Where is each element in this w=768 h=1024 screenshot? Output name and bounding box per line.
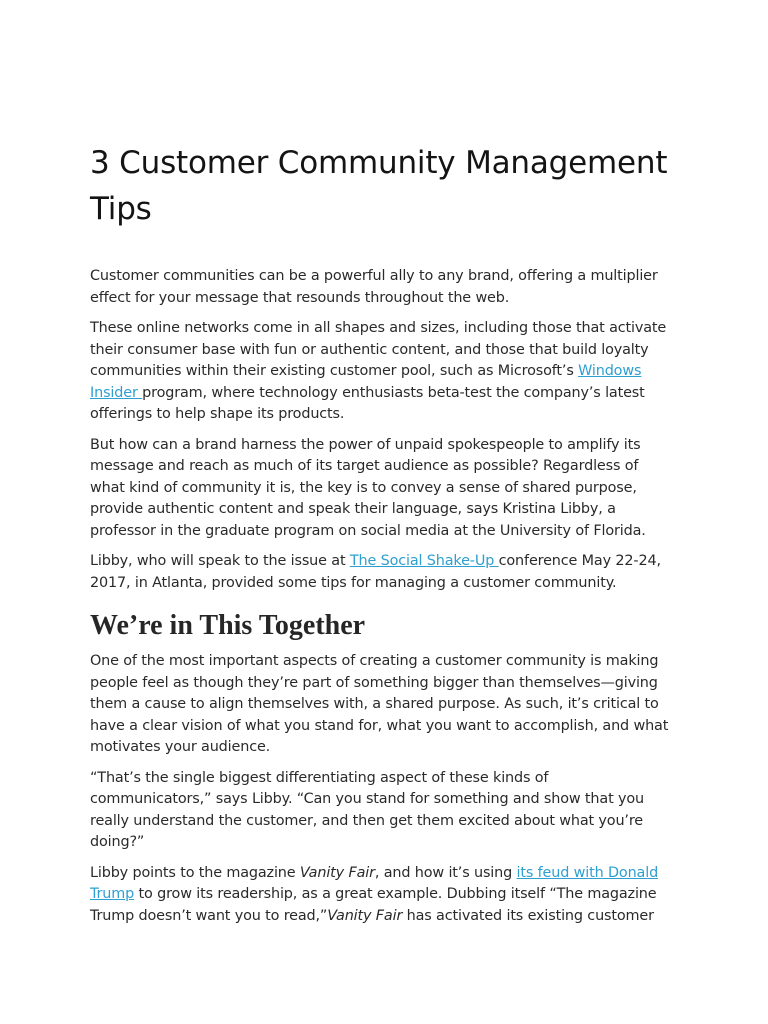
quote-paragraph: “That’s the single biggest differentiating aspect of these kinds of communicators,” says Libby. “Can you stand for something and show that you really understand the customer, and then get them excited about what you’re doing?” (90, 769, 644, 850)
networks-text-after: program, where technology enthusiasts beta-test the company’s latest offerings to help shape its products. (90, 384, 645, 422)
vanity-text-after: to grow its readership, as a great example. Dubbing itself “The magazine Trump doesn’t want you to read,” (90, 886, 657, 924)
vanity-fair-title: Vanity Fair (299, 864, 375, 881)
vanity-text-end: has activated its existing customer (402, 907, 654, 924)
section-heading: We’re in This Together (90, 610, 366, 641)
harness-paragraph: But how can a brand harness the power of unpaid spokespeople to amplify its message and reach as much of its target audience as possible? Regardless of what kind of community it is, the key is to convey a sense of shared purpose, provide authentic content and speak their language, says Kristina Libby, a professor in the graduate program on social media at the University of Florida. (90, 436, 646, 539)
article-body (90, 140, 670, 936)
purpose-paragraph: One of the most important aspects of creating a customer community is making people feel as though they’re part of something bigger than themselves—giving them a cause to align themselves with, a shared purpose. As such, it’s critical to have a clear vision of what you stand for, what you want to accomplish, and what motivates your audience. (90, 653, 669, 755)
social-shake-up-link[interactable]: The Social Shake-Up (349, 553, 499, 569)
vanity-fair-paragraph (90, 863, 670, 928)
conference-text-after: conference May 22-24, 2017, in Atlanta, provided some tips for managing a customer community. (90, 553, 661, 591)
conference-text-before: Libby, who will speak to the issue at (90, 553, 350, 569)
vanity-fair-title-2: Vanity Fair (327, 907, 403, 924)
networks-text-before: These online networks come in all shapes and sizes, including those that activate their consumer base with fun or authentic content, and those that build loyalty communities within their existing customer pool, such as Microsoft’s (90, 320, 667, 379)
vanity-text-middle: , and how it’s using (374, 864, 517, 881)
intro-paragraph: Customer communities can be a powerful ally to any brand, offering a multiplier effect for your message that resounds throughout the web. (90, 268, 658, 306)
article-title: 3 Customer Community Management Tips (90, 145, 668, 227)
networks-paragraph (90, 318, 670, 426)
trump-feud-link[interactable]: its feud with Donald Trump (90, 864, 659, 902)
conference-paragraph (90, 551, 670, 594)
vanity-text-before: Libby points to the magazine (90, 864, 300, 881)
windows-insider-link[interactable]: Windows Insider (90, 363, 642, 401)
